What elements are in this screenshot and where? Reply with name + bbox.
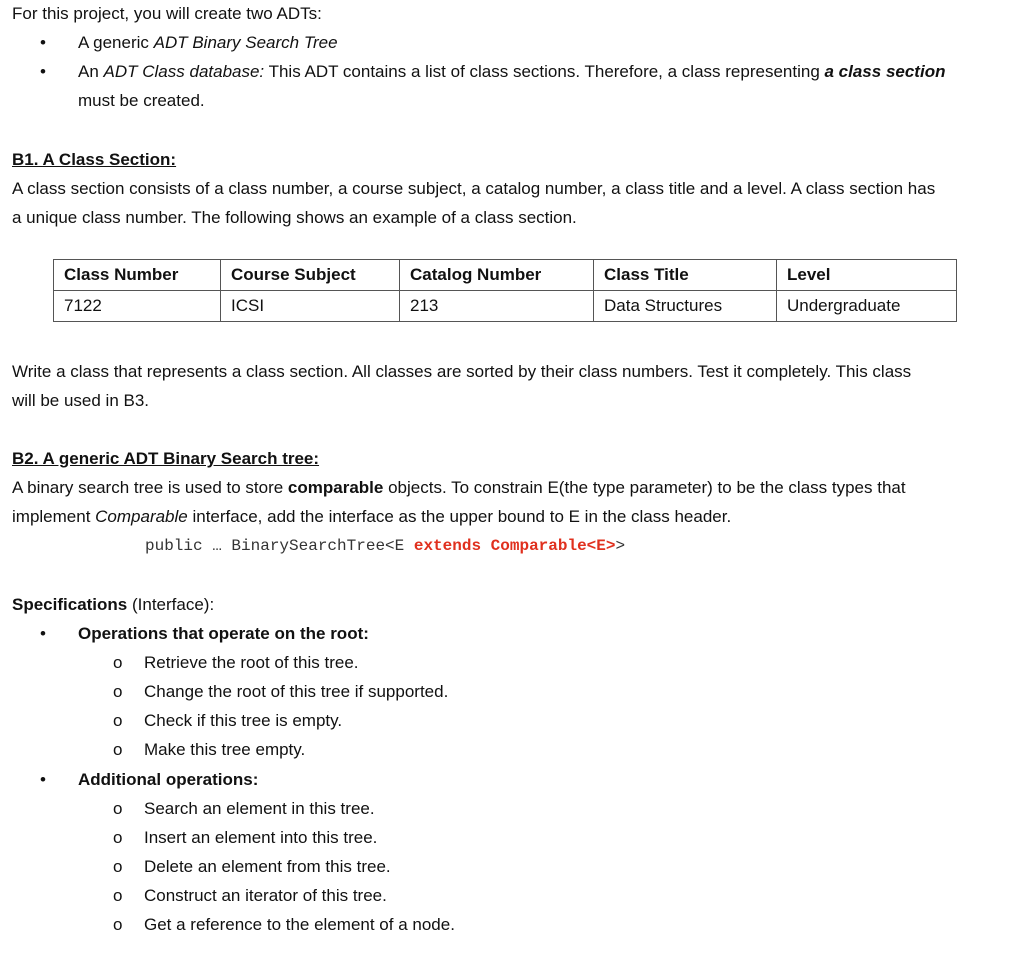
list-item <box>12 794 1012 823</box>
section-heading-b1: B1. A Class Section: <box>12 150 177 169</box>
b2-line1-bold: comparable <box>287 478 384 497</box>
bullet-icon: • <box>40 62 46 81</box>
table-header-cell: Class Title <box>594 260 777 291</box>
spec-title <box>12 590 214 619</box>
ring-bullet-icon: o <box>113 828 123 847</box>
b1-text-line: a unique class number. The following shows an example of a class section. <box>12 208 577 227</box>
table-header-cell: Class Number <box>54 260 221 291</box>
code-post: > <box>615 537 626 555</box>
list-item-text: Search an element in this tree. <box>144 799 375 818</box>
ring-bullet-icon: o <box>113 886 123 905</box>
list-item-text: Check if this tree is empty. <box>144 711 343 730</box>
adt-item-em: ADT Class database: <box>103 62 265 81</box>
adt-item-em: ADT Binary Search Tree <box>153 33 338 52</box>
section-heading-b2: B2. A generic ADT Binary Search tree: <box>12 449 320 468</box>
b2-line1-post: objects. To constrain E(the type parameter) to be the class types that <box>383 478 906 497</box>
adt-list-item <box>12 28 1012 57</box>
bullet-icon: • <box>40 770 46 789</box>
code-keyword: extends Comparable<E> <box>413 537 616 555</box>
b1-instructions <box>12 357 1012 415</box>
b1-write-line: Write a class that represents a class section. All classes are sorted by their class numbers. Test it completely. This class <box>12 362 912 381</box>
adt-item-pre: An <box>78 62 104 81</box>
class-section-table <box>53 259 957 322</box>
spec-group-root <box>12 619 1012 764</box>
list-item <box>12 910 1012 939</box>
adt-item-line2: must be created. <box>78 91 205 110</box>
table-cell: Data Structures <box>594 291 777 322</box>
list-item <box>12 852 1012 881</box>
list-item <box>12 823 1012 852</box>
spec-title-bold: Specifications <box>12 595 128 614</box>
b2-description <box>12 473 1012 531</box>
adt-list <box>12 28 1012 115</box>
table-header-cell: Course Subject <box>221 260 400 291</box>
adt-list-item <box>12 57 1012 115</box>
adt-item-pre: A generic <box>78 33 154 52</box>
b1-write-line: will be used in B3. <box>12 391 150 410</box>
table-row <box>54 291 957 322</box>
b2-line2-em: Comparable <box>95 507 188 526</box>
list-item-text: Make this tree empty. <box>144 740 306 759</box>
table-header-row <box>54 260 957 291</box>
b2-line1-pre: A binary search tree is used to store <box>12 478 288 497</box>
ring-bullet-icon: o <box>113 682 123 701</box>
list-item-text: Insert an element into this tree. <box>144 828 378 847</box>
ring-bullet-icon: o <box>113 799 123 818</box>
list-item-text: Delete an element from this tree. <box>144 857 391 876</box>
list-item-text: Construct an iterator of this tree. <box>144 886 387 905</box>
list-item <box>12 677 1012 706</box>
list-item-text: Change the root of this tree if supported. <box>144 682 449 701</box>
b1-text-line: A class section consists of a class number, a course subject, a catalog number, a class title and a level. A class section has <box>12 179 936 198</box>
b2-line2-post: interface, add the interface as the upper bound to E in the class header. <box>187 507 732 526</box>
spec-group-label <box>12 765 1012 794</box>
b2-text-line <box>12 502 1012 531</box>
table-cell: Undergraduate <box>777 291 957 322</box>
ring-bullet-icon: o <box>113 740 123 759</box>
spec-group-label-text: Operations that operate on the root: <box>78 624 369 643</box>
table-cell: 7122 <box>54 291 221 322</box>
spec-group-label <box>12 619 1012 648</box>
ring-bullet-icon: o <box>113 711 123 730</box>
spec-group-additional <box>12 765 1012 939</box>
b2-text-line <box>12 473 1012 502</box>
code-pre: public … BinarySearchTree<E <box>145 537 414 555</box>
list-item <box>12 735 1012 764</box>
spec-title-rest: (Interface): <box>127 595 215 614</box>
table-cell: ICSI <box>221 291 400 322</box>
spec-group-label-text: Additional operations: <box>78 770 259 789</box>
table-header-cell: Level <box>777 260 957 291</box>
table-cell: 213 <box>400 291 594 322</box>
ring-bullet-icon: o <box>113 653 123 672</box>
table-header-cell: Catalog Number <box>400 260 594 291</box>
list-item <box>12 881 1012 910</box>
list-item <box>12 706 1012 735</box>
list-item <box>12 648 1012 677</box>
bullet-icon: • <box>40 33 46 52</box>
intro-text: For this project, you will create two ADTs: <box>12 4 322 23</box>
adt-item-em2: a class section <box>824 62 946 81</box>
b1-description <box>12 174 1012 232</box>
list-item-text: Retrieve the root of this tree. <box>144 653 359 672</box>
adt-item-post: This ADT contains a list of class sections. Therefore, a class representing <box>264 62 825 81</box>
list-item-text: Get a reference to the element of a node. <box>144 915 455 934</box>
b2-line2-pre: implement <box>12 507 96 526</box>
ring-bullet-icon: o <box>113 857 123 876</box>
ring-bullet-icon: o <box>113 915 123 934</box>
bullet-icon: • <box>40 624 46 643</box>
class-header-code <box>145 532 625 561</box>
